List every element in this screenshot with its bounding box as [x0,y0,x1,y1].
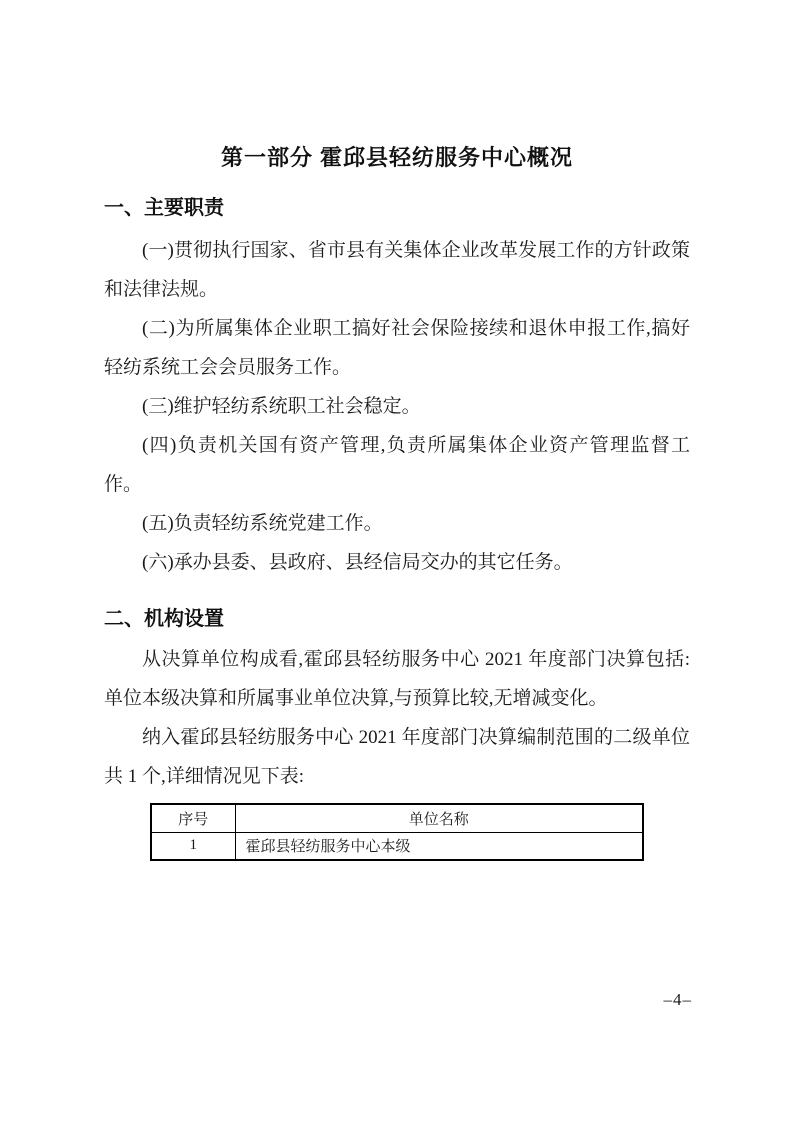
table-header-index: 序号 [151,804,235,832]
document-content [104,145,690,861]
section1-paragraph-2: (二)为所属集体企业职工搞好社会保险接续和退休申报工作,搞好轻纺系统工会会员服务工作。 [104,318,690,378]
section1-heading: 一、主要职责 [104,197,224,219]
unit-list-table [150,803,644,861]
section1-paragraph-4: (四)负责机关国有资产管理,负责所属集体企业资产管理监督工作。 [104,435,690,495]
table-cell-index: 1 [151,832,235,860]
section2-heading: 二、机构设置 [104,608,224,630]
section1-paragraph-3: (三)维护轻纺系统职工社会稳定。 [142,396,421,417]
page-title: 第一部分 霍邱县轻纺服务中心概况 [220,145,574,170]
table-header-row [151,804,643,832]
page-number: –4– [663,990,692,1009]
table-row [151,832,643,860]
section2-paragraph-1: 从决算单位构成看,霍邱县轻纺服务中心 2021 年度部门决算包括:单位本级决算和所属事业单位决算,与预算比较,无增减变化。 [104,649,690,709]
section1-paragraph-1: (一)贯彻执行国家、省市县有关集体企业改革发展工作的方针政策和法律法规。 [104,240,690,300]
section1-paragraph-6: (六)承办县委、县政府、县经信局交办的其它任务。 [142,552,573,573]
section1-paragraph-5: (五)负责轻纺系统党建工作。 [142,513,383,534]
table-header-unit-name: 单位名称 [235,804,643,832]
table-cell-unit-name: 霍邱县轻纺服务中心本级 [235,832,643,860]
section2-paragraph-2: 纳入霍邱县轻纺服务中心 2021 年度部门决算编制范围的二级单位共 1 个,详细情况见下表: [104,727,690,787]
